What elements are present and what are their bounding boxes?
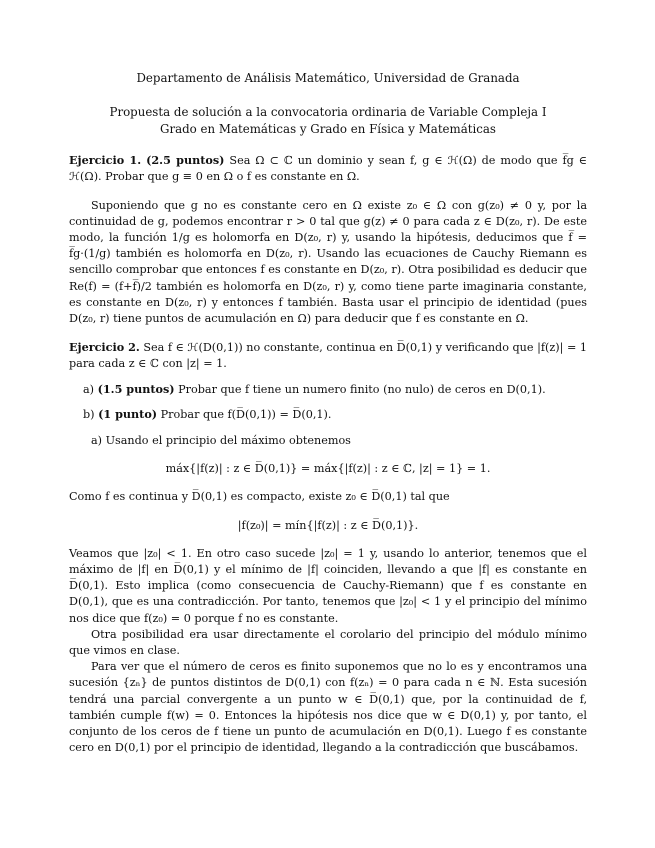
item-b-label: b) [83, 407, 95, 421]
exercise-2-item-a [83, 381, 587, 398]
exercise-1-label: Ejercicio 1. [69, 153, 142, 168]
title-line-1: Propuesta de solución a la convocatoria ordinaria de Variable Compleja I [109, 105, 547, 120]
exercise-2-statement [69, 339, 587, 372]
exercise-2-label: Ejercicio 2. [69, 340, 140, 355]
solution-paragraph-1: Veamos que |z₀| < 1. En otro caso sucede |z₀| = 1 y, usando lo anterior, tenemos que el máximo de |f| en D̅(0,1) y el mínimo de |f| coinciden, llevando a que |f| es constante en D̅(0,1). Esto implica (como consecuencia de Cauchy-Riemann) que f es constante en D(0,1), que es una contradicción. Por tanto, tenemos que |z₀| < 1 y el principio del mínimo nos dice que f(z₀) = 0 porque f no es constante. [69, 546, 587, 625]
title-line-2: Grado en Matemáticas y Grado en Física y Matemáticas [160, 122, 496, 137]
item-a-label: a) [83, 382, 95, 396]
exercise-2-item-b [83, 406, 587, 423]
document-title [69, 104, 587, 138]
exercise-1-text: Sea Ω ⊂ ℂ un dominio y sean f, g ∈ ℋ(Ω) de modo que f̅g ∈ ℋ(Ω). Probar que g ≡ 0 en Ω o f es constante en Ω. [69, 154, 588, 184]
exercise-2-text: Sea f ∈ ℋ(D(0,1)) no constante, continua en D̅(0,1) y verificando que |f(z)| = 1 para cada z ∈ ℂ con |z| = 1. [69, 341, 587, 371]
solution-a-intro: a) Usando el principio del máximo obtenemos [91, 434, 351, 448]
continuity-sentence: Como f es continua y D̅(0,1) es compacto, existe z₀ ∈ D̅(0,1) tal que [69, 490, 450, 504]
exercise-1-points: (2.5 puntos) [146, 153, 225, 168]
exercise-1-statement [69, 152, 587, 185]
display-equation-min: |f(z₀)| = mín{|f(z)| : z ∈ D̅(0,1)}. [237, 518, 419, 532]
solution-paragraph-3: Para ver que el número de ceros es finito suponemos que no lo es y encontramos una sucesión {zₙ} de puntos distintos de D(0,1) con f(zₙ) = 0 para cada n ∈ ℕ. Esta sucesión tendrá una parcial convergente a un punto w ∈ D̅(0,1) que, por la continuidad de f, también cumple f(w) = 0. Entonces la hipótesis nos dice que w ∈ D(0,1) y, por tanto, el conjunto de los ceros de f tiene un punto de acumulación en D(0,1). Luego f es constante cero en D(0,1) por el principio de identidad, llegando a la contradicción que buscábamos. [69, 660, 587, 755]
exercise-1-solution: Suponiendo que g no es constante cero en Ω existe z₀ ∈ Ω con g(z₀) ≠ 0 y, por la continuidad de g, podemos encontrar r > 0 tal que g(z) ≠ 0 para cada z ∈ D(z₀, r). De este modo, la función 1/g es holomorfa en D(z₀, r) y, usando la hipótesis, deducimos que f̅ = f̅g·(1/g) también es holomorfa en D(z₀, r). Usando las ecuaciones de Cauchy Riemann es sencillo comprobar que entonces f es constante en D(z₀, r). Otra posibilidad es deducir que Re(f) = (f+f̅)/2 también es holomorfa en D(z₀, r) y, como tiene parte imaginaria constante, es constante en D(z₀, r) y entonces f también. Basta usar el principio de identidad (pues D(z₀, r) tiene puntos de acumulación en Ω) para deducir que f es constante en Ω. [69, 198, 587, 326]
item-a-text: Probar que f tiene un numero finito (no nulo) de ceros en D(0,1). [178, 382, 546, 396]
solution-paragraph-2: Otra posibilidad era usar directamente el corolario del principio del módulo mínimo que vimos en clase. [69, 627, 587, 658]
department-heading: Departamento de Análisis Matemático, Universidad de Granada [136, 71, 520, 85]
item-a-points: (1.5 puntos) [97, 381, 175, 396]
item-b-text: Probar que f(D̅(0,1)) = D̅(0,1). [160, 407, 332, 421]
item-b-points: (1 punto) [98, 406, 158, 421]
display-equation-max: máx{|f(z)| : z ∈ D̅(0,1)} = máx{|f(z)| : z ∈ ℂ, |z| = 1} = 1. [165, 462, 491, 476]
document-page [69, 70, 587, 757]
